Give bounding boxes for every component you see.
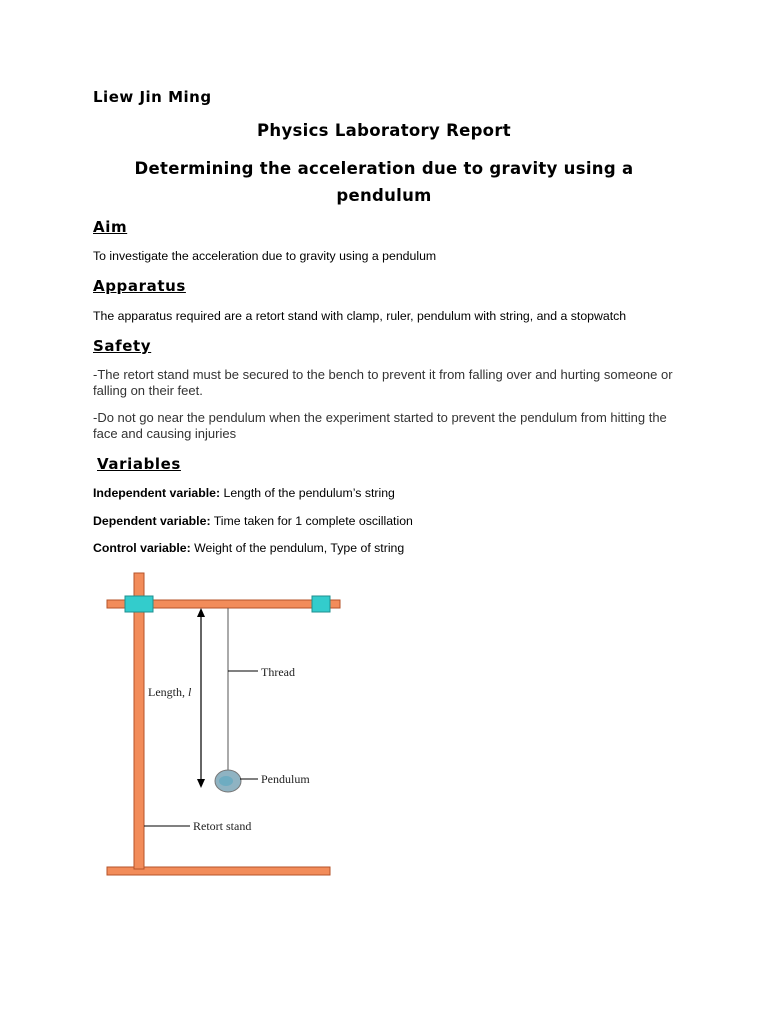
- report-title: Physics Laboratory Report: [257, 121, 511, 140]
- apparatus-heading: Apparatus: [93, 277, 186, 295]
- control-variable: [93, 541, 404, 555]
- dependent-variable-label: Dependent variable:: [93, 514, 211, 528]
- author-name: Liew Jin Ming: [93, 88, 212, 106]
- safety-point-1: -The retort stand must be secured to the bench to prevent it from falling over and hurting someone or falling on their feet.: [93, 367, 673, 398]
- aim-heading: Aim: [93, 218, 128, 236]
- safety-point-2: -Do not go near the pendulum when the experiment started to prevent the pendulum from hitting the face and causing injuries: [93, 410, 667, 441]
- safety-heading: Safety: [93, 337, 152, 355]
- length-symbol: l: [188, 685, 192, 699]
- clamp-end-right: [312, 596, 330, 612]
- aim-text: To investigate the acceleration due to gravity using a pendulum: [93, 249, 437, 263]
- length-arrowhead-top: [197, 608, 205, 617]
- dependent-variable-value: Time taken for 1 complete oscillation: [213, 514, 413, 528]
- clamp-boss-left: [125, 596, 153, 612]
- apparatus-text: The apparatus required are a retort stand with clamp, ruler, pendulum with string, and a stopwatch: [93, 309, 627, 323]
- retort-stand-rod: [134, 573, 144, 869]
- independent-variable-label: Independent variable:: [93, 486, 221, 500]
- independent-variable-value: Length of the pendulum’s string: [223, 486, 395, 500]
- retort-stand-label: Retort stand: [193, 819, 252, 833]
- dependent-variable: [93, 514, 413, 528]
- control-variable-value: Weight of the pendulum, Type of string: [194, 541, 405, 555]
- length-label: [148, 685, 192, 699]
- pendulum-bob-highlight: [219, 776, 233, 786]
- length-arrowhead-bottom: [197, 779, 205, 788]
- control-variable-label: Control variable:: [93, 541, 191, 555]
- thread-label: Thread: [261, 665, 295, 679]
- independent-variable: [93, 486, 395, 500]
- pendulum-label: Pendulum: [261, 772, 310, 786]
- pendulum-diagram: [100, 565, 360, 885]
- report-subtitle: Determining the acceleration due to gravity using a pendulum: [134, 159, 634, 205]
- variables-heading: Variables: [97, 455, 181, 473]
- length-label-text: Length,: [148, 685, 188, 699]
